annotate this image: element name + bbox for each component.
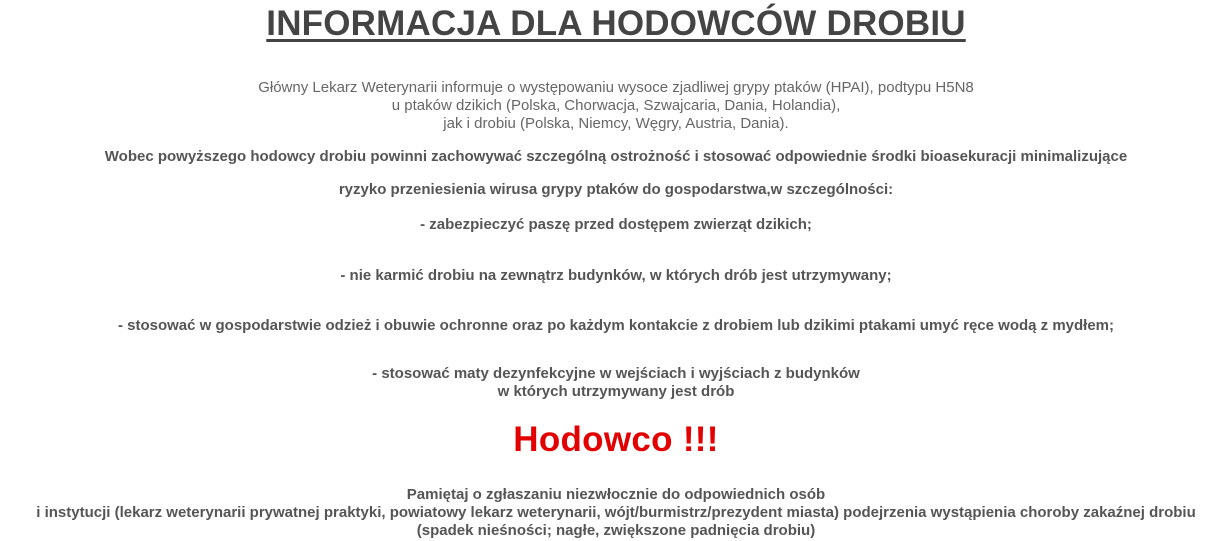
warning-heading: Hodowco !!! — [513, 420, 719, 459]
reminder-line-3: (spadek nieśności; nagłe, zwiększone padnięcia drobiu) — [416, 522, 816, 539]
reminder-line-1: Pamiętaj o zgłaszaniu niezwłocznie do odpowiednich osób — [406, 486, 826, 503]
measure-disinfection-mats-line-2: w których utrzymywany jest drób — [497, 383, 735, 400]
measure-protective-clothing: - stosować w gospodarstwie odzież i obuwie ochronne oraz po każdym kontakcie z drobiem lub dzikimi ptakami umyć ręce wodą z mydłem; — [117, 317, 1115, 334]
reminder-line-2: i instytucji (lekarz weterynarii prywatnej praktyki, powiatowy lekarz weterynarii, wójt/burmistrz/prezydent miasta) podejrzenia wystąpienia choroby zakaźnej drobiu — [36, 504, 1196, 521]
measure-feed-protection: - zabezpieczyć paszę przed dostępem zwierząt dzikich; — [420, 216, 812, 233]
measure-disinfection-mats-line-1: - stosować maty dezynfekcyjne w wejściach i wyjściach z budynków — [372, 365, 860, 382]
intro-line-2: u ptaków dzikich (Polska, Chorwacja, Szwajcaria, Dania, Holandia), — [391, 97, 841, 114]
notice-title: INFORMACJA DLA HODOWCÓW DROBIU — [266, 4, 966, 43]
recommendation-line-2: ryzyko przeniesienia wirusa grypy ptaków do gospodarstwa,w szczególności: — [338, 181, 894, 198]
measure-indoor-feeding: - nie karmić drobiu na zewnątrz budynków, w których drób jest utrzymywany; — [340, 267, 892, 284]
intro-line-1: Główny Lekarz Weterynarii informuje o występowaniu wysoce zjadliwej grypy ptaków (HPAI), podtypu H5N8 — [258, 79, 974, 96]
recommendation-line-1: Wobec powyższego hodowcy drobiu powinni zachowywać szczególną ostrożność i stosować odpowiednie środki bioasekuracji minimalizujące — [104, 148, 1128, 165]
intro-line-3: jak i drobiu (Polska, Niemcy, Węgry, Austria, Dania). — [443, 115, 789, 132]
